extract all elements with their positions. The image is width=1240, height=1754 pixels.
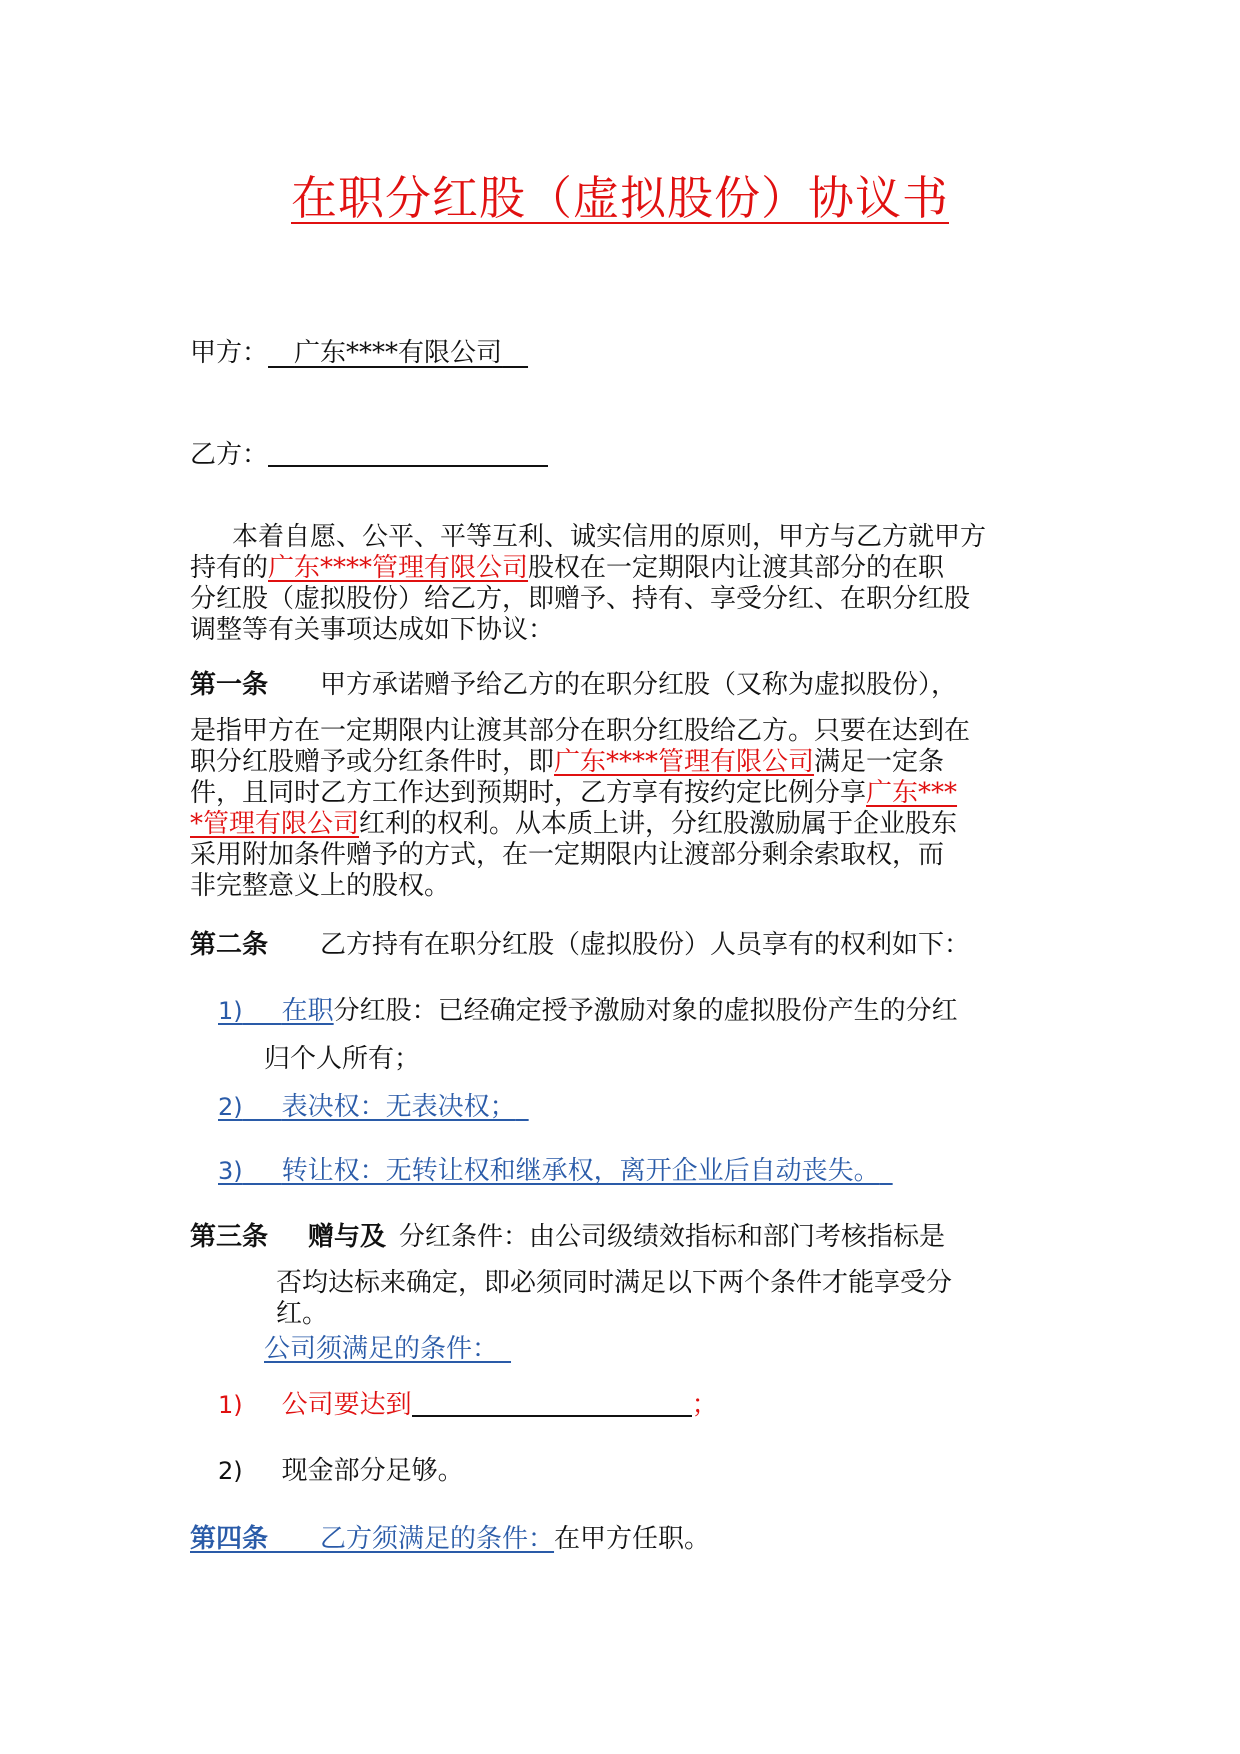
- article-1-line: [190, 809, 1070, 840]
- article-1-line: [190, 747, 1070, 778]
- company-name-red: 广东***: [866, 778, 958, 808]
- article-3-text: 分红条件：由公司级绩效指标和部门考核指标是: [399, 1222, 946, 1252]
- article-4-row: [190, 1524, 710, 1555]
- party-a-value: 广东****有限公司: [294, 338, 503, 368]
- article-4-label: 第四条: [190, 1524, 269, 1554]
- intro-paragraph: [190, 522, 1070, 646]
- article-2-text: 乙方持有在职分红股（虚拟股份）人员享有的权利如下：: [320, 930, 971, 960]
- article-1-line: [190, 778, 1070, 809]
- article-4-spacer: [268, 1524, 320, 1555]
- company-conditions-heading: [264, 1334, 511, 1365]
- article-3-line: 否均达标来确定，即必须同时满足以下两个条件才能享受分: [276, 1268, 953, 1298]
- company-name-red: *管理有限公司: [190, 809, 360, 839]
- item-link-spacer: [243, 996, 282, 1026]
- article-2-item-1: [218, 996, 958, 1027]
- item-end: ；: [691, 1390, 718, 1420]
- article-3-bold-text: 赠与及: [308, 1222, 387, 1252]
- article-1-line: 是指甲方在一定期限内让渡其部分在职分红股给乙方。只要在达到在: [190, 716, 971, 746]
- party-b-blank: [268, 441, 548, 467]
- item-text: 表决权：无表决权；: [281, 1092, 516, 1122]
- item-text: 现金部分足够。: [281, 1456, 464, 1486]
- item-text: 公司要达到: [281, 1390, 412, 1420]
- article-1-line: 采用附加条件赠予的方式，在一定期限内让渡部分剩余索取权，而: [190, 840, 945, 870]
- item-text: 分红股：已经确定授予激励对象的虚拟股份产生的分红: [333, 996, 958, 1026]
- article-1-heading-row: [190, 670, 957, 701]
- document-title: 在职分红股（虚拟股份）协议书: [291, 171, 949, 225]
- article-3-item-2: [218, 1456, 464, 1487]
- party-b-row: [190, 440, 548, 471]
- company-name-red: 广东****管理有限公司: [554, 747, 815, 777]
- article-1-line: 非完整意义上的股权。: [190, 871, 451, 901]
- party-b-label: 乙方：: [190, 440, 269, 470]
- item-number: 2): [218, 1093, 243, 1121]
- article-1-text: 件，且同时乙方工作达到预期时，乙方享有按约定比例分享: [190, 778, 867, 808]
- party-a-label: 甲方：: [190, 338, 269, 368]
- company-name-red: 广东****管理有限公司: [268, 553, 529, 583]
- article-1-paragraph: [190, 716, 1070, 902]
- article-2-label: 第二条: [190, 930, 269, 960]
- article-2-heading-row: [190, 930, 970, 961]
- article-3-paragraph: [276, 1268, 1156, 1330]
- intro-line: 本着自愿、公平、平等互利、诚实信用的原则，甲方与乙方就甲方: [232, 522, 987, 552]
- item-number: 3): [218, 1157, 243, 1185]
- article-2-item-2: [218, 1092, 529, 1123]
- intro-text: 股权在一定期限内让渡其部分的在职: [528, 553, 945, 583]
- intro-line: 分红股（虚拟股份）给乙方，即赠予、持有、享受分红、在职分红股: [190, 584, 971, 614]
- article-1-text: 红利的权利。从本质上讲，分红股激励属于企业股东: [359, 809, 958, 839]
- article-1-text: 职分红股赠予或分红条件时，即: [190, 747, 555, 777]
- item-number: 1): [218, 997, 243, 1025]
- article-4-text: 在甲方任职。: [554, 1524, 711, 1554]
- article-1-text: 满足一定条: [814, 747, 945, 777]
- item-number: 1): [218, 1391, 243, 1419]
- article-4-blue-text: 乙方须满足的条件：: [320, 1524, 555, 1554]
- article-1-text: 甲方承诺赠予给乙方的在职分红股（又称为虚拟股份），: [320, 670, 958, 700]
- target-blank: [412, 1391, 692, 1417]
- item-link-text: 在职: [281, 996, 334, 1026]
- party-a-value-field: [268, 338, 528, 368]
- article-2-item-1-cont: 归个人所有；: [264, 1044, 421, 1074]
- item-number: 2): [218, 1457, 243, 1485]
- article-3-heading-row: [190, 1222, 945, 1253]
- party-a-row: [190, 338, 528, 369]
- intro-line: [190, 553, 1070, 584]
- article-3-label: 第三条: [190, 1222, 269, 1252]
- intro-line: 调整等有关事项达成如下协议：: [190, 615, 555, 645]
- article-1-label: 第一条: [190, 670, 269, 700]
- article-3-item-1: [218, 1390, 718, 1421]
- item-text: 转让权：无转让权和继承权，离开企业后自动丧失。: [281, 1156, 880, 1186]
- article-2-item-3: [218, 1156, 893, 1187]
- article-3-line: 红。: [276, 1299, 329, 1329]
- company-conditions-text: 公司须满足的条件：: [264, 1334, 499, 1364]
- intro-text: 持有的: [190, 553, 269, 583]
